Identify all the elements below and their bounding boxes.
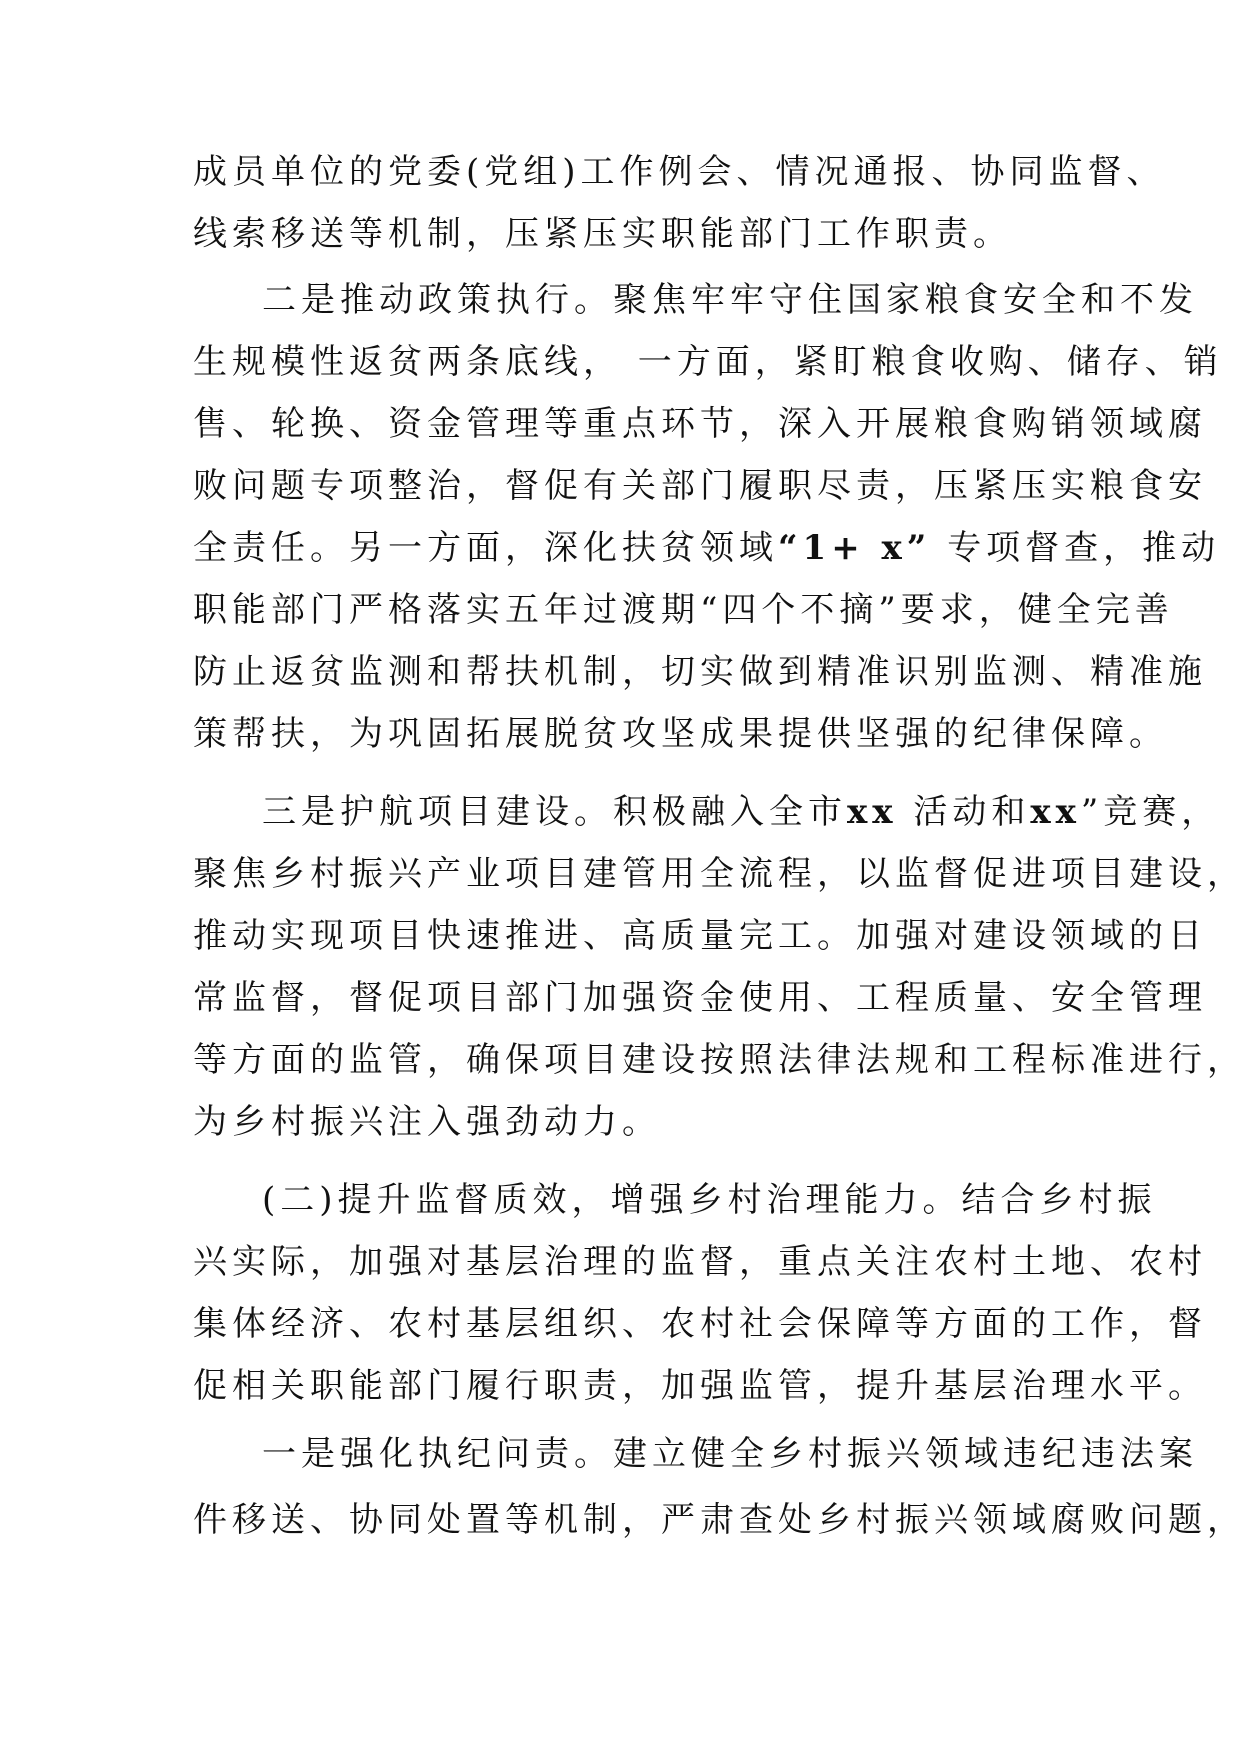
para2-line-4: 败问题专项整治，督促有关部门履职尽责，压紧压实粮食安: [193, 466, 1207, 506]
para2-line-2: 生规模性返贫两条底线， 一方面，紧盯粮食收购、储存、销: [193, 342, 1223, 382]
para3-line-1-text-c: 活动和: [913, 792, 1031, 832]
para2-line-5-text-c: 专项督查，推动: [947, 528, 1221, 568]
para2-line-5-code: “1+ x”: [778, 528, 932, 568]
para3-line-5: 等方面的监管，确保项目建设按照法律法规和工程标准进行，: [193, 1040, 1246, 1080]
para3-line-3: 推动实现项目快速推进、高质量完工。加强对建设领域的日: [193, 916, 1207, 956]
para3-line-1: [262, 782, 1221, 842]
para4-line-1: (二)提升监督质效，增强乡村治理能力。结合乡村振: [262, 1180, 1157, 1220]
para2-line-5: [193, 518, 1221, 578]
para4-line-4: 促相关职能部门履行职责，加强监管，提升基层治理水平。: [193, 1366, 1207, 1406]
para2-line-3: 售、轮换、资金管理等重点环节，深入开展粮食购销领域腐: [193, 404, 1207, 444]
para4-line-2: 兴实际，加强对基层治理的监督，重点关注农村土地、农村: [193, 1242, 1207, 1282]
para3-line-1-text-a: 三是护航项目建设。积极融入全市: [262, 792, 847, 832]
para3-line-1-xx-1: xx: [847, 792, 898, 832]
para3-line-2: 聚焦乡村振兴产业项目建管用全流程，以监督促进项目建设，: [193, 854, 1246, 894]
para1-line-1: 成员单位的党委(党组)工作例会、情况通报、协同监督、: [193, 152, 1166, 192]
para2-line-5-text-a: 全责任。另一方面，深化扶贫领域: [193, 528, 778, 568]
para2-line-1: 二是推动政策执行。聚焦牢牢守住国家粮食安全和不发: [262, 280, 1198, 320]
para5-line-2: 件移送、协同处置等机制，严肃查处乡村振兴领域腐败问题，: [193, 1500, 1246, 1540]
para4-line-3: 集体经济、农村基层组织、农村社会保障等方面的工作，督: [193, 1304, 1207, 1344]
para2-line-7: 防止返贫监测和帮扶机制，切实做到精准识别监测、精准施: [193, 652, 1207, 692]
para2-line-6: 职能部门严格落实五年过渡期“四个不摘”要求，健全完善: [193, 590, 1174, 630]
para3-line-4: 常监督，督促项目部门加强资金使用、工程质量、安全管理: [193, 978, 1207, 1018]
para5-line-1: 一是强化执纪问责。建立健全乡村振兴领域违纪违法案: [262, 1434, 1198, 1474]
para3-line-6: 为乡村振兴注入强劲动力。: [193, 1102, 661, 1142]
para2-line-8: 策帮扶，为巩固拓展脱贫攻坚成果提供坚强的纪律保障。: [193, 714, 1168, 754]
para1-line-2: 线索移送等机制，压紧压实职能部门工作职责。: [193, 214, 1012, 254]
para3-line-1-xx-2: xx: [1030, 792, 1081, 832]
para3-line-1-text-e: ”竞赛，: [1080, 792, 1221, 832]
